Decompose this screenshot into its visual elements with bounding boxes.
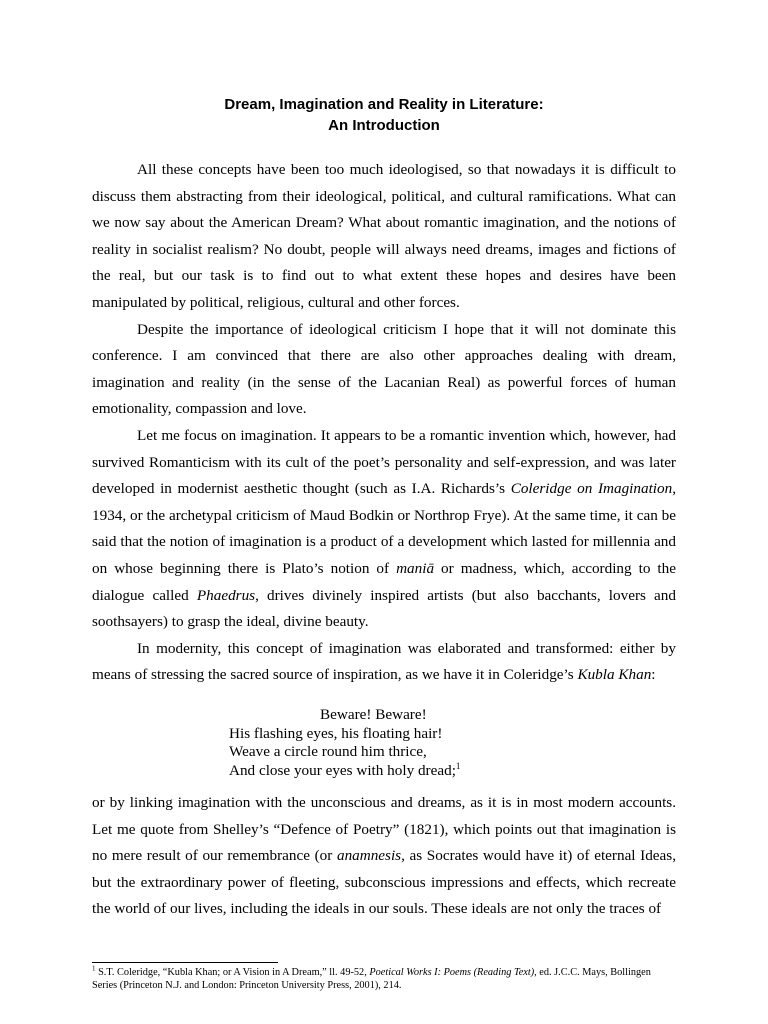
page-title [0,94,768,136]
poem-line-3: Weave a circle round him thrice, [229,743,427,761]
title-line-2: An Introduction [328,117,440,134]
poem-line-2: His flashing eyes, his floating hair! [229,724,443,742]
paragraph-5-italic: anamnesis [336,847,402,865]
paragraph-4-italic: Kubla Khan [577,666,652,684]
footnote-text-b: , ed. J.C.C. Mays, Bollingen Series (Princeton N.J. and London: Princeton University Press, 2001), 214. [92,967,651,991]
paragraph-1: All these concepts have been too much ideologised, so that nowadays it is difficult to discuss them abstracting from their ideological, political, and cultural ramifications. What can we now say about the American Dream? What about romantic imagination, and the notions of reality in socialist realism? No doubt, people will always need dreams, images and fictions of the real, but our task is to find out to what extent these hopes and desires have been manipulated by political, religious, cultural and other forces. [92,161,676,311]
paragraph-3-text-b: , 1934, or the archetypal criticism of Maud Bodkin or Northrop Frye). At the same time, it can be said that the notion of imagination is a product of a development which lasted for millennia and on whose beginning there is Plato’s notion of [92,480,676,577]
paragraph-3-text-a: Let me focus on imagination. It appears to be a romantic invention which, however, had survived Romanticism with its cult of the poet’s personality and self-expression, and was later developed in modernist aesthetic thought (such as I.A. Richards’s [92,426,676,498]
footnote-mark: 1 [92,964,96,973]
footnote-separator [92,962,278,963]
paragraph-2: Despite the importance of ideological criticism I hope that it will not dominate this conference. I am convinced that there are also other approaches dealing with dream, imagination and reality (in the sense of the Lacanian Real) as powerful forces of human emotionality, compassion and love. [92,320,676,418]
poem-line-1: Beware! Beware! [320,706,427,723]
paragraph-3-italic-2: maniā [396,559,435,577]
paragraph-3-text-d: , drives divinely inspired artists (but also bacchants, lovers and soothsayers) to grasp the ideal, divine beauty. [92,586,676,631]
paragraph-3-text-c: or madness, which, according to the dialogue called [92,559,676,604]
poem-line-4-text: And close your eyes with holy dread; [229,762,456,780]
footnote-reference[interactable]: 1 [455,761,461,772]
footnote [92,966,676,992]
paragraph-4-text-b: : [651,666,656,684]
title-line-1: Dream, Imagination and Reality in Literature: [224,96,544,113]
paragraph-5 [92,790,676,923]
paragraph-4-text-a: In modernity, this concept of imagination was elaborated and transformed: either by means of stressing the sacred source of inspiration, as we have it in Coleridge’s [92,639,676,684]
paragraph-3 [92,423,676,636]
paragraph-3-italic-3: Phaedrus [196,586,256,604]
paragraph-5-text-b: , as Socrates would have it) of eternal Ideas, but the extraordinary power of fleeting, subconscious impressions and effects, which recreate the world of our lives, including the ideals in our souls. These ideals are not only the traces of [92,847,676,918]
footnote-italic: Poetical Works I: Poems (Reading Text) [369,967,535,978]
paragraph-4 [92,636,676,689]
body-text-continued [92,790,676,923]
paragraph-3-italic-1: Coleridge on Imagination [510,480,673,498]
footnote-text-a: S.T. Coleridge, “Kubla Khan; or A Vision in A Dream,” ll. 49-52, [95,967,370,978]
paragraph-5-text-a: or by linking imagination with the unconscious and dreams, as it is in most modern accounts. Let me quote from Shelley’s “Defence of Poetry” (1821), which points out that imagination is no mere result of our remembrance (or [92,794,676,865]
poem-line-4 [229,762,460,781]
body-text [92,157,676,689]
